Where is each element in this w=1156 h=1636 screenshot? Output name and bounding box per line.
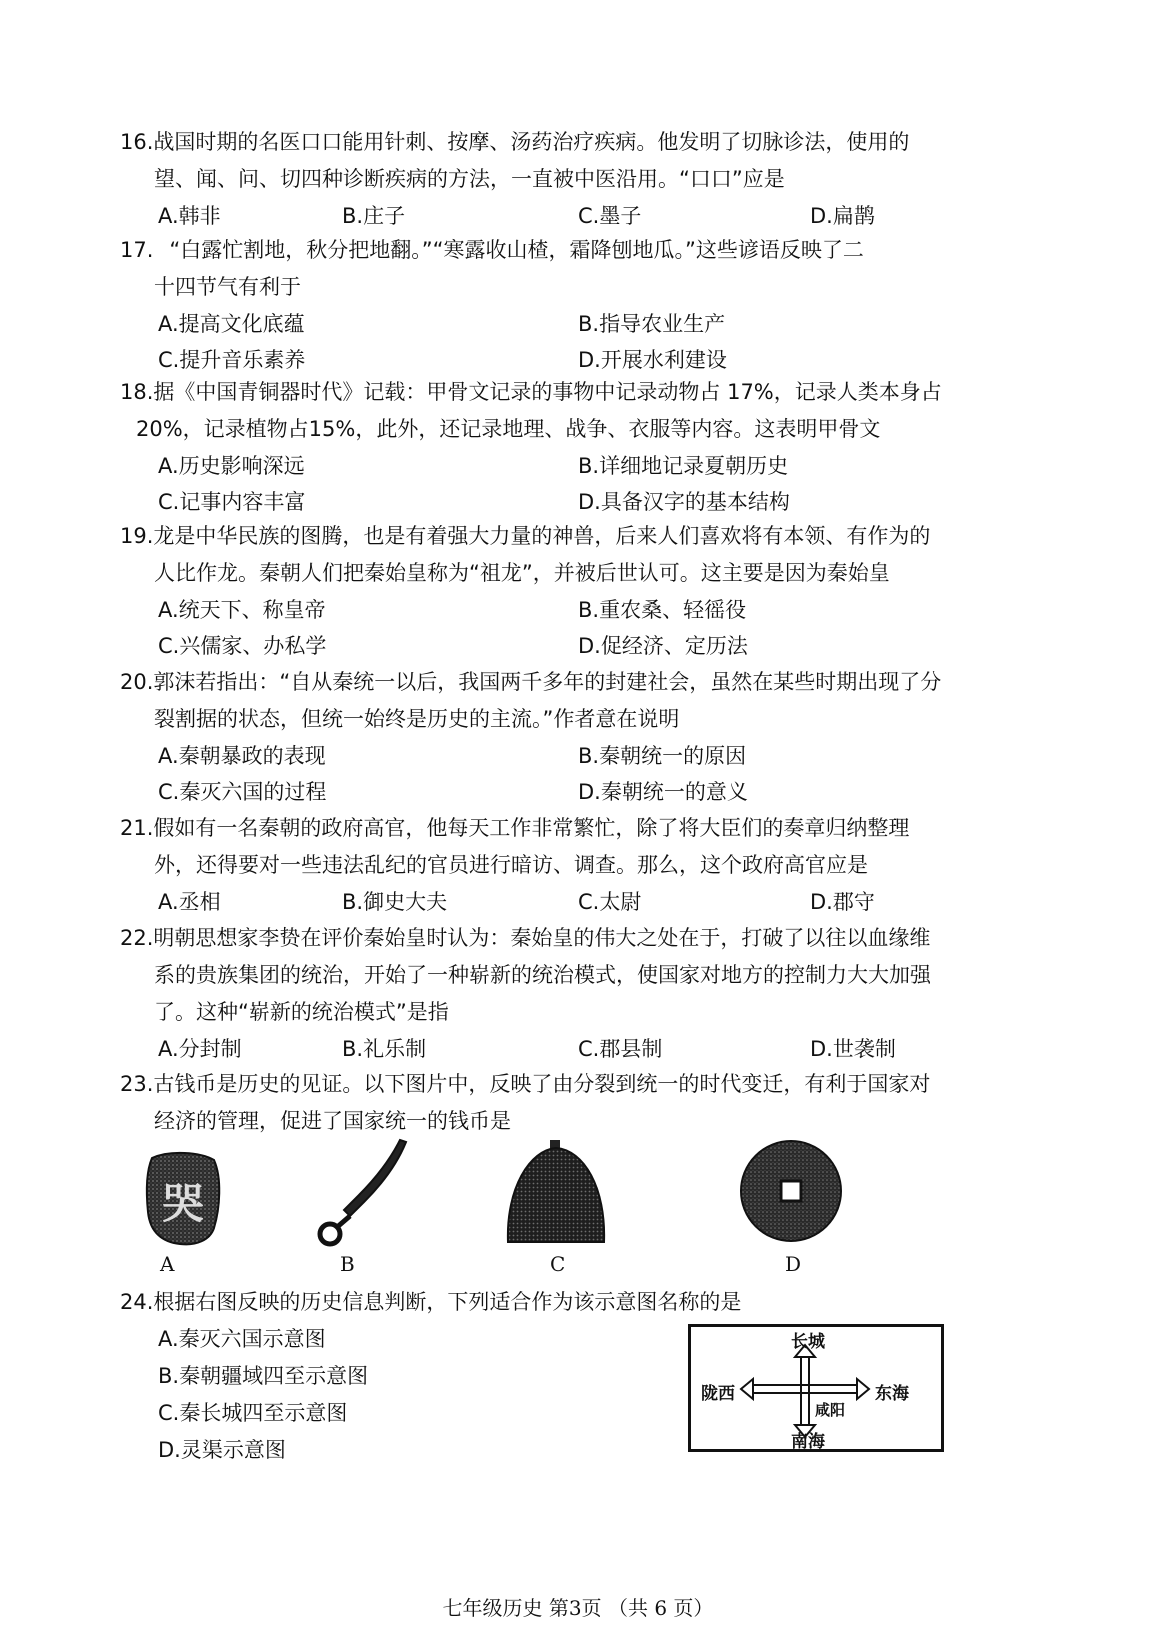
page-footer: 七年级历史 第3页 （共 6 页） <box>442 1596 714 1620</box>
question-number: 20. <box>120 670 154 694</box>
option-b[interactable]: B.御史大夫 <box>342 890 448 914</box>
option-a[interactable]: A.历史影响深远 <box>158 454 305 478</box>
question-22 <box>120 920 1050 1067</box>
option-c[interactable]: C.秦长城四至示意图 <box>158 1401 348 1425</box>
option-d[interactable]: D.世袭制 <box>810 1037 896 1061</box>
options-row <box>120 738 1050 774</box>
map-label-center: 咸阳 <box>815 1401 846 1419</box>
question-text: 郭沫若指出：“自从秦统一以后，我国两千多年的封建社会，虽然在某些时期出现了分 <box>153 670 942 694</box>
option-d[interactable]: D.具备汉字的基本结构 <box>578 490 790 514</box>
options-row <box>120 198 1050 234</box>
question-text: 明朝思想家李贽在评价秦始皇时认为：秦始皇的伟大之处在于，打破了以往以血缘维 <box>153 926 931 950</box>
question-text: 据《中国青铜器时代》记载：甲骨文记录的事物中记录动物占 17%，记录人类本身占 <box>153 380 942 404</box>
question-text-cont: 经济的管理，促进了国家统一的钱币是 <box>154 1109 511 1133</box>
option-c[interactable]: C.秦灭六国的过程 <box>158 780 327 804</box>
option-d[interactable]: D.促经济、定历法 <box>578 634 748 658</box>
question-text: 假如有一名秦朝的政府高官，他每天工作非常繁忙，除了将大臣们的奏章归纳整理 <box>153 816 910 840</box>
map-label-north: 长城 <box>791 1332 825 1352</box>
map-label-west: 陇西 <box>701 1384 735 1404</box>
question-text-cont: 人比作龙。秦朝人们把秦始皇称为“祖龙”，并被后世认可。这主要是因为秦始皇 <box>154 561 890 585</box>
coin-d-image[interactable] <box>738 1138 844 1244</box>
question-text-cont: 十四节气有利于 <box>154 275 301 299</box>
options-row <box>120 1031 1050 1067</box>
question-23 <box>120 1066 1050 1140</box>
question-text-cont: 系的贵族集团的统治，开始了一种崭新的统治模式，使国家对地方的控制力大大加强 <box>154 963 931 987</box>
option-c[interactable]: C.记事内容丰富 <box>158 490 306 514</box>
option-b[interactable]: B.重农桑、轻徭役 <box>578 598 747 622</box>
question-number: 19. <box>120 524 154 548</box>
option-b[interactable]: B.详细地记录夏朝历史 <box>578 454 789 478</box>
map-label-south: 南海 <box>791 1432 825 1452</box>
question-text: “白露忙割地，秋分把地翻。”“寒露收山楂，霜降刨地瓜。”这些谚语反映了二 <box>169 238 864 262</box>
option-a[interactable]: A.秦朝暴政的表现 <box>158 744 326 768</box>
option-a[interactable]: A.秦灭六国示意图 <box>158 1327 326 1351</box>
question-number: 18. <box>120 380 154 404</box>
option-b[interactable]: B.秦朝统一的原因 <box>578 744 747 768</box>
question-text: 龙是中华民族的图腾，也是有着强大力量的神兽，后来人们喜欢将有本领、有作为的 <box>153 524 931 548</box>
options-row <box>120 448 1050 484</box>
option-c[interactable]: C.郡县制 <box>578 1037 663 1061</box>
option-a[interactable]: A.统天下、称皇帝 <box>158 598 326 622</box>
coin-b-image[interactable] <box>314 1138 414 1248</box>
option-d[interactable]: D.灵渠示意图 <box>158 1438 286 1462</box>
coin-a-image[interactable] <box>140 1148 226 1248</box>
question-16 <box>120 124 1050 234</box>
option-c[interactable]: C.太尉 <box>578 890 642 914</box>
question-number: 22. <box>120 926 154 950</box>
question-text-cont: 20%，记录植物占15%，此外，还记录地理、战争、衣服等内容。这表明甲骨文 <box>136 417 881 441</box>
option-b[interactable]: B.秦朝疆域四至示意图 <box>158 1364 369 1388</box>
option-a[interactable]: A.韩非 <box>158 204 221 228</box>
qin-territory-map <box>688 1324 944 1452</box>
question-number: 23. <box>120 1072 154 1096</box>
option-b[interactable]: B.礼乐制 <box>342 1037 427 1061</box>
option-a[interactable]: A.丞相 <box>158 890 221 914</box>
option-b[interactable]: B.庄子 <box>342 204 406 228</box>
options-row <box>120 342 1050 378</box>
question-text: 根据右图反映的历史信息判断，下列适合作为该示意图名称的是 <box>153 1290 742 1314</box>
question-number: 21. <box>120 816 154 840</box>
coin-label-c: C <box>550 1252 566 1276</box>
svg-text:哭: 哭 <box>162 1179 205 1228</box>
options-row <box>120 306 1050 342</box>
question-18 <box>120 374 1050 520</box>
options-row <box>120 774 1050 810</box>
option-a[interactable]: A.分封制 <box>158 1037 242 1061</box>
question-21 <box>120 810 1050 920</box>
option-d[interactable]: D.秦朝统一的意义 <box>578 780 748 804</box>
option-d[interactable]: D.郡守 <box>810 890 875 914</box>
options-row <box>120 628 1050 664</box>
question-17 <box>120 232 1050 378</box>
option-c[interactable]: C.兴儒家、办私学 <box>158 634 327 658</box>
question-number: 17. <box>120 238 154 262</box>
question-number: 16. <box>120 130 154 154</box>
option-c[interactable]: C.墨子 <box>578 204 642 228</box>
coin-label-d: D <box>785 1252 802 1276</box>
question-text-cont: 了。这种“崭新的统治模式”是指 <box>154 1000 449 1024</box>
map-label-east: 东海 <box>875 1384 909 1404</box>
question-text: 古钱币是历史的见证。以下图片中，反映了由分裂到统一的时代变迁，有利于国家对 <box>153 1072 931 1096</box>
question-19 <box>120 518 1050 664</box>
option-a[interactable]: A.提高文化底蕴 <box>158 312 305 336</box>
question-20 <box>120 664 1050 810</box>
options-row <box>120 484 1050 520</box>
question-number: 24. <box>120 1290 154 1314</box>
coin-label-b: B <box>340 1252 355 1276</box>
options-row <box>120 884 1050 920</box>
question-text-cont: 外，还得要对一些违法乱纪的官员进行暗访、调查。那么，这个政府高官应是 <box>154 853 868 877</box>
option-d[interactable]: D.扁鹊 <box>810 204 875 228</box>
option-d[interactable]: D.开展水利建设 <box>578 348 727 372</box>
question-text-cont: 裂割据的状态，但统一始终是历史的主流。”作者意在说明 <box>154 707 680 731</box>
coin-label-a: A <box>160 1252 175 1276</box>
question-text: 战国时期的名医口口能用针刺、按摩、汤药治疗疾病。他发明了切脉诊法，使用的 <box>153 130 910 154</box>
coin-c-image[interactable] <box>504 1138 608 1250</box>
option-b[interactable]: B.指导农业生产 <box>578 312 726 336</box>
option-c[interactable]: C.提升音乐素养 <box>158 348 306 372</box>
options-row <box>120 592 1050 628</box>
question-text-cont: 望、闻、问、切四种诊断疾病的方法，一直被中医沿用。“口口”应是 <box>154 167 785 191</box>
